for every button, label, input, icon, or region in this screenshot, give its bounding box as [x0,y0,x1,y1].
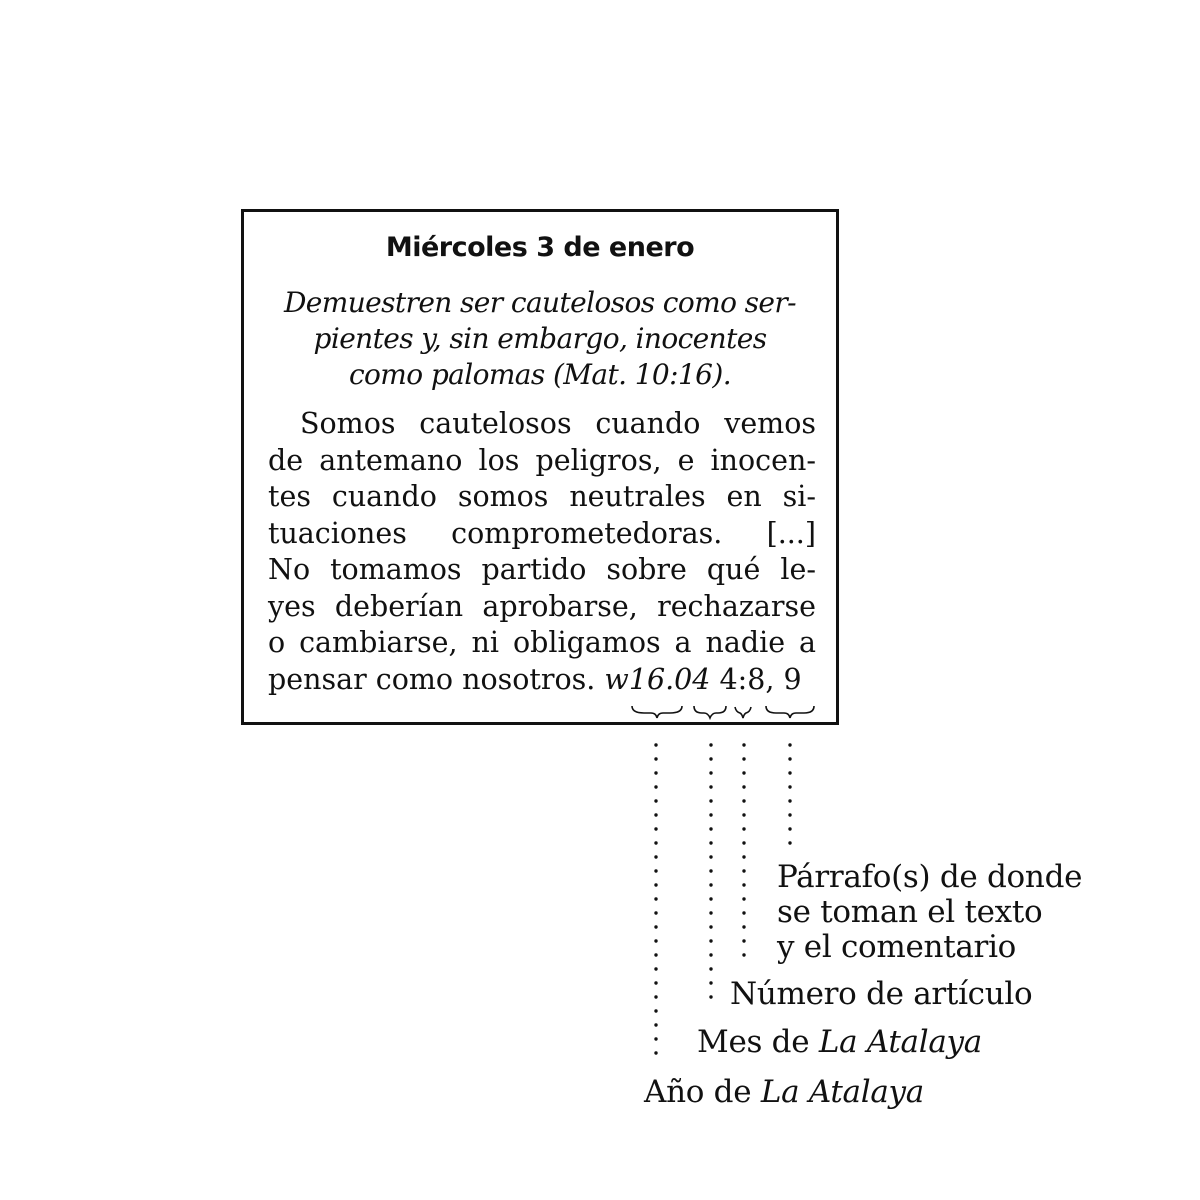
leader-dot [709,757,712,760]
leader-dot [709,883,712,886]
label-paragraphs-line: y el comentario [777,929,1017,965]
leader-dot [654,757,657,760]
comment-line: yes deberían aprobarse, rechazarse [268,589,816,623]
label-paragraphs [777,860,1082,965]
date-heading: Miércoles 3 de enero [385,232,695,263]
leader-dot [654,953,657,956]
leader-dot [654,981,657,984]
brace-year [632,706,682,718]
brace-paragraphs [766,706,814,718]
leader-dot [709,771,712,774]
leader-dot [788,743,791,746]
leader-dot [654,771,657,774]
leader-dot [654,995,657,998]
label-month-prefix: Mes de [697,1024,810,1060]
label-paragraphs-line: Párrafo(s) de donde [777,859,1083,895]
label-year-prefix: Año de [644,1074,752,1110]
leader-dot [654,827,657,830]
leader-dot [654,799,657,802]
comment-line: Somos cautelosos cuando vemos [300,407,816,440]
leader-year [654,743,657,1054]
leader-dot [742,743,745,746]
verse-line: Demuestren ser cautelosos como ser- [283,286,797,319]
leader-dot [709,995,712,998]
leader-dot [654,785,657,788]
leader-dot [654,841,657,844]
leader-dot [788,771,791,774]
brace-month [694,706,726,718]
leader-dot [654,911,657,914]
label-year-title: La Atalaya [760,1074,924,1110]
leader-dot [788,827,791,830]
leader-dot [654,967,657,970]
leader-dot [742,897,745,900]
leader-dot [709,953,712,956]
label-year [644,1075,924,1110]
leader-dot [742,925,745,928]
label-article: Número de artículo [730,976,1033,1012]
leader-dot [742,813,745,816]
leader-dot [742,939,745,942]
leader-dot [788,799,791,802]
leader-dot [709,827,712,830]
comment-line: tuaciones comprometedoras. [...] [268,516,816,550]
leader-dot [709,981,712,984]
leader-dot [742,911,745,914]
leader-dot [709,911,712,914]
verse-line: como palomas (Mat. 10:16). [348,358,732,391]
leader-dot [742,869,745,872]
leader-dot [654,1037,657,1040]
leader-dot [709,897,712,900]
comment-last-text: pensar como nosotros. [268,662,596,696]
leader-dot [709,925,712,928]
leader-dot [709,855,712,858]
label-month-title: La Atalaya [818,1024,982,1060]
leader-dot [709,967,712,970]
leader-dot [654,813,657,816]
leader-dot [654,1009,657,1012]
leader-dot [788,757,791,760]
leader-paragraphs [788,743,791,844]
leader-dot [742,883,745,886]
leader-dot [742,855,745,858]
leader-dot [709,869,712,872]
leader-dot [742,799,745,802]
leader-dot [742,771,745,774]
leader-dot [742,827,745,830]
comment-line: tes cuando somos neutrales en si- [268,480,816,513]
leader-dot [709,939,712,942]
leader-dot [654,939,657,942]
leader-dot [709,799,712,802]
leader-dot [788,841,791,844]
comment-line: de antemano los peligros, e inocen- [268,443,816,477]
leader-dot [654,743,657,746]
label-month [697,1025,982,1060]
leader-dot [742,841,745,844]
leader-month [709,743,712,998]
leader-dot [788,785,791,788]
leader-dot [742,785,745,788]
brace-article [735,707,751,718]
leader-dot [709,785,712,788]
verse-line: pientes y, sin embargo, inocentes [313,322,767,355]
comment-line: No tomamos partido sobre qué le- [268,553,816,586]
leader-article [742,743,745,956]
leader-dot [654,1023,657,1026]
leader-dot [709,813,712,816]
leader-dot [654,897,657,900]
leader-dot [654,1051,657,1054]
citation-paragraphs: 4:8, 9 [719,662,802,696]
leader-dot [709,841,712,844]
leader-dot [742,757,745,760]
leader-dot [654,883,657,886]
leader-dot [654,855,657,858]
leader-dot [654,869,657,872]
leader-dot [788,813,791,816]
leader-dot [742,953,745,956]
leader-dot [654,925,657,928]
citation-publication: w16.04 [604,662,711,696]
comment-line: o cambiarse, ni obligamos a nadie a [268,626,816,659]
leader-dot [709,743,712,746]
label-paragraphs-line: se toman el texto [777,894,1043,930]
